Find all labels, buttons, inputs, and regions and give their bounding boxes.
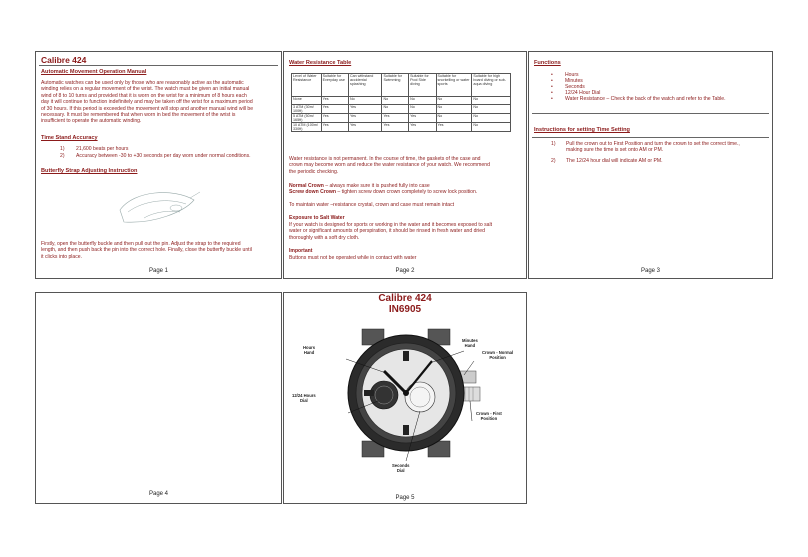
- list-item: • Minutes: [551, 78, 726, 84]
- list-item: • Hours: [551, 72, 726, 78]
- model-number: IN6905: [388, 304, 422, 315]
- list-item: • Seconds: [551, 84, 726, 90]
- list-item: 2) The 12/24 hour dial will indicate AM or PM.: [551, 157, 663, 164]
- table-row: 5 ATM (50m/ 165ft) Yes Yes Yes Yes No No: [292, 114, 511, 123]
- page-1-title: Calibre 424: [41, 55, 87, 65]
- table-row: 3 ATM (30m/ 100ft) Yes Yes No No No No: [292, 105, 511, 114]
- callout-crown-first: Crown - First Position: [476, 411, 502, 421]
- seconds-dial: [405, 382, 435, 412]
- list-item: 1) 21,600 beats per hours: [60, 146, 129, 152]
- section-divider: [532, 137, 769, 138]
- water-intro-text: Water resistance is not permanent. In the course of time, the gaskets of the case and crown may become worn and reduce the water resistance of your watch. We recommend the periodic checking.: [289, 156, 490, 175]
- page-number: Page 2: [395, 268, 415, 274]
- time-stand-list: [60, 146, 251, 160]
- page-5: [283, 292, 527, 504]
- page-1: [35, 51, 282, 279]
- water-resistance-table: [291, 73, 511, 132]
- important-heading: Important: [289, 248, 313, 254]
- page-2: [283, 51, 527, 279]
- table-header-row: Level of Water Resistance Suitable for Everyday use Can withstand accidental splashing Suitable for Swimming Suitable for Pool Side diving Suitable for snorkelling or water sports Suitable for high board diving or sub-aqua diving: [292, 74, 511, 97]
- callout-minutes-hand: Minutes Hand: [462, 338, 478, 348]
- callout-hours-hand: Hours Hand: [303, 345, 316, 355]
- auto-movement-heading: Automatic Movement Operation Manual: [41, 69, 147, 75]
- title-divider: [39, 65, 278, 66]
- strap-text: Firstly, open the butterfly buckle and then pull out the pin. Adjust the strap to the required length, and then push back the pin into the correct hole. Finally, close the butterfly buckle until it clicks into place.: [41, 241, 252, 260]
- important-text: Buttons must not be operated while in contact with water: [289, 255, 417, 261]
- list-item: • 12/24 Hour Dial: [551, 90, 726, 96]
- functions-list: [551, 72, 726, 102]
- strap-heading: Butterfly Strap Adjusting Instruction: [41, 168, 138, 174]
- table-row: None Yes No No No No No: [292, 97, 511, 105]
- page-5-title: Calibre 424: [378, 293, 432, 304]
- page-number: Page 5: [395, 495, 415, 501]
- setting-heading: Instructions for setting Time Setting: [534, 127, 630, 133]
- callout-crown-normal: Crown - Normal Position: [482, 350, 514, 360]
- section-divider: [532, 113, 769, 114]
- page-4: [35, 292, 282, 504]
- table-row: 10 ATM (100m/ 330ft) Yes Yes Yes Yes Yes No: [292, 123, 511, 132]
- page-number: Page 3: [640, 268, 661, 274]
- callout-seconds-dial: Seconds Dial: [392, 463, 410, 473]
- strap-illustration: [114, 182, 204, 237]
- list-item: 2) Accuracy between -30 to +30 seconds per day worn under normal conditions.: [60, 153, 251, 159]
- dial-1224: [370, 381, 398, 409]
- auto-movement-text: Automatic watches can be used only by those who are reasonably active as the automatic winding relies on a regular movement of the wrist. The watch must be given an initial manual wind of 8 to 10 turns and provided that it is worn on the wrist for a minimum of 8 hours each day it will continue to function indefinitely and may be taken off the wrist for a maximum period of 30 hours. If this period is exceeded the movement will stop and another manual wind will be necessary. It must be remembered that when worn in bed the movement of the wrist is insufficient to operate the automatic winding.: [41, 80, 254, 125]
- setting-list: [551, 141, 740, 164]
- maintain-text: To maintain water –resistance crystal, crown and case must remain intact: [289, 202, 455, 208]
- page-3: [528, 51, 773, 279]
- callout-1224-dial: 12/24 Hours Dial: [292, 393, 316, 403]
- page-number: Page 4: [148, 491, 169, 497]
- page-number: Page 1: [148, 268, 169, 274]
- water-resistance-heading: Water Resistance Table: [289, 60, 352, 66]
- time-stand-heading: Time Stand Accuracy: [41, 135, 98, 141]
- functions-heading: Functions: [534, 60, 561, 66]
- salt-water-text: If your watch is designed for sports or working in the water and it becomes exposed to salt water or significant amounts of perspiration, it should be rinsed in fresh water and dried thoroughly with a soft dry cloth.: [289, 222, 493, 241]
- salt-water-heading: Exposure to Salt Water: [289, 215, 345, 221]
- list-item: • Water Resistance – Check the back of the watch and refer to the Table.: [551, 96, 726, 102]
- crown-notes: Normal Crown – always make sure it is pushed fully into case Screw down Crown – tighten screw down crown completely to screw lock position.: [289, 183, 478, 196]
- list-item: 1) Pull the crown out to First Position and turn the crown to set the correct time., making sure the time is set onto AM or PM.: [551, 141, 740, 154]
